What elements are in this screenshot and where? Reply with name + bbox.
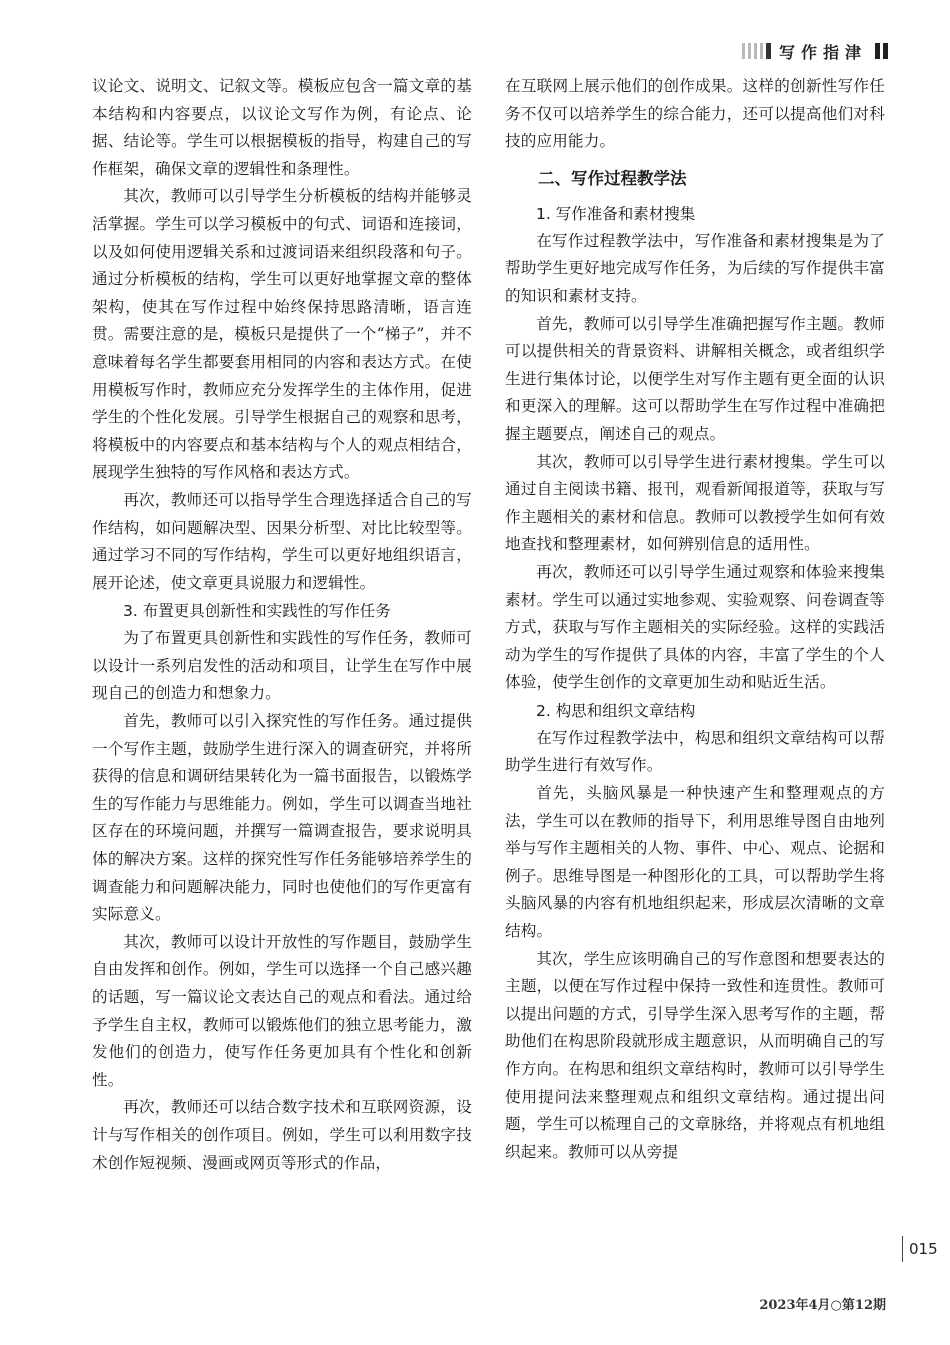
paragraph: 为了布置更具创新性和实践性的写作任务，教师可以设计一系列启发性的活动和项目，让学生在写作中展现自己的创造力和想象力。	[92, 629, 472, 703]
paragraph: 再次，教师还可以引导学生通过观察和体验来搜集素材。学生可以通过实地参观、实验观察、问卷调查等方式，获取与写作主题相关的实际经验。这样的实践活动为学生的写作提供了具体的内容，丰富了学生的个人体验，使学生创作的文章更加生动和贴近生活。	[505, 562, 885, 692]
paragraph: 在互联网上展示他们的创作成果。这样的创新性写作任务不仅可以培养学生的综合能力，还可以提高他们对科技的应用能力。	[505, 77, 885, 151]
running-header	[742, 40, 888, 62]
subsection-heading: 2. 构思和组织文章结构	[536, 701, 696, 720]
paragraph: 在写作过程教学法中，写作准备和素材搜集是为了帮助学生更好地完成写作任务，为后续的写作提供丰富的知识和素材支持。	[505, 231, 885, 305]
paragraph: 议论文、说明文、记叙文等。模板应包含一篇文章的基本结构和内容要点，以议论文写作为例，有论点、论据、结论等。学生可以根据模板的指导，构建自己的写作框架，确保文章的逻辑性和条理性。	[92, 77, 472, 178]
paragraph: 其次，教师可以引导学生进行素材搜集。学生可以通过自主阅读书籍、报刊，观看新闻报道等，获取与写作主题相关的素材和信息。教师可以教授学生如何有效地查找和整理素材，如何辨别信息的适用性。	[505, 452, 885, 554]
paragraph: 再次，教师还可以指导学生合理选择适合自己的写作结构，如问题解决型、因果分析型、对比比较型等。通过学习不同的写作结构，学生可以更好地组织语言，展开论述，使文章更具说服力和逻辑性。	[92, 490, 472, 592]
subsection-heading: 3. 布置更具创新性和实践性的写作任务	[123, 602, 391, 621]
paragraph: 首先，教师可以引入探究性的写作任务。通过提供一个写作主题，鼓励学生进行深入的调查研究，并将所获得的信息和调研结果转化为一篇书面报告，以锻炼学生的写作能力与思维能力。例如，学生可以调查当地社区存在的环境问题，并撰写一篇调查报告，要求说明具体的解决方案。这样的探究性写作任务能够培养学生的调查能力和问题解决能力，同时也使他们的写作更富有实际意义。	[92, 712, 472, 924]
paragraph: 首先，教师可以引导学生准确把握写作主题。教师可以提供相关的背景资料、讲解相关概念，或者组织学生进行集体讨论，以便学生对写作主题有更全面的认识和更深入的理解。这可以帮助学生在写作过程中准确把握主题要点，阐述自己的观点。	[505, 314, 885, 443]
header-end-bars	[875, 43, 888, 59]
paragraph: 其次，教师可以引导学生分析模板的结构并能够灵活掌握。学生可以学习模板中的句式、词语和连接词，以及如何使用逻辑关系和过渡词语来组织段落和句子。通过分析模板的结构，学生可以更好地掌握文章的整体架构，使其在写作过程中始终保持思路清晰，语言连贯。需要注意的是，模板只是提供了一个“梯子”，并不意味着每名学生都要套用相同的内容和表达方式。在使用模板写作时，教师应充分发挥学生的主体作用，促进学生的个性化发展。引导学生根据自己的观察和思考，将模板中的内容要点和基本结构与个人的观点相结合，展现学生独特的写作风格和表达方式。	[92, 187, 472, 482]
paragraph: 再次，教师还可以结合数字技术和互联网资源，设计与写作相关的创作项目。例如，学生可以利用数字技术创作短视频、漫画或网页等形式的作品，	[92, 1098, 472, 1172]
right-column	[505, 73, 885, 1166]
header-decoration-bars	[742, 43, 771, 59]
page-number: 015	[902, 1236, 938, 1262]
paragraph: 其次，学生应该明确自己的写作意图和想要表达的主题，以便在写作过程中保持一致性和连贯性。教师可以提出问题的方式，引导学生深入思考写作的主题，帮助他们在构思阶段就形成主题意识，从而明确自己的写作方向。在构思和组织文章结构时，教师可以引导学生使用提问法来整理观点和组织文章结构。通过提出问题，学生可以梳理自己的文章脉络，并将观点有机地组织起来。教师可以从旁提	[505, 949, 885, 1161]
left-column	[92, 73, 472, 1177]
section-title: 写作指津	[778, 42, 867, 62]
subsection-heading: 1. 写作准备和素材搜集	[536, 204, 696, 223]
issue-label: 2023年4月○第12期	[759, 1298, 886, 1313]
section-heading: 二、写作过程教学法	[538, 168, 687, 188]
paragraph: 首先，头脑风暴是一种快速产生和整理观点的方法，学生可以在教师的指导下，利用思维导图自由地列举与写作主题相关的人物、事件、中心、观点、论据和例子。思维导图是一种图形化的工具，可以帮助学生将头脑风暴的内容有机地组织起来，形成层次清晰的文章结构。	[505, 784, 885, 941]
paragraph: 其次，教师可以设计开放性的写作题目，鼓励学生自由发挥和创作。例如，学生可以选择一个自己感兴趣的话题，写一篇议论文表达自己的观点和看法。通过给予学生自主权，教师可以锻炼他们的独立思考能力，激发他们的创造力，使写作任务更加具有个性化和创新性。	[92, 932, 472, 1089]
paragraph: 在写作过程教学法中，构思和组织文章结构可以帮助学生进行有效写作。	[505, 728, 885, 775]
